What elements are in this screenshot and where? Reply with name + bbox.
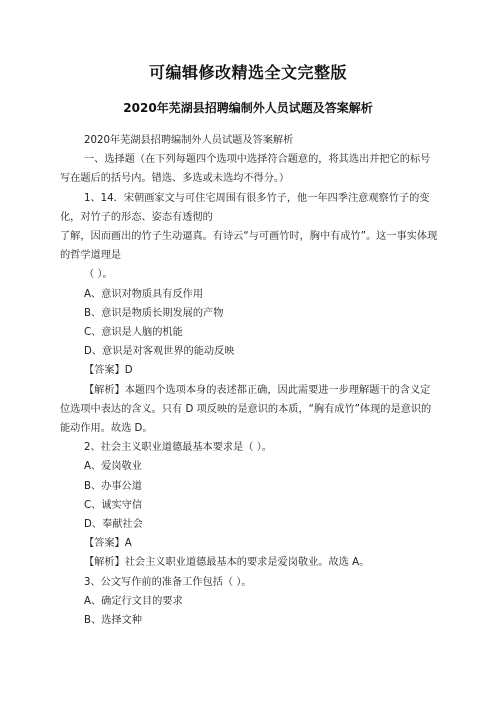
document-body	[60, 131, 438, 630]
question-3-option-a: A、确定行文目的要求	[84, 595, 183, 607]
question-1-option-d: D、意识是对客观世界的能动反映	[84, 346, 235, 358]
question-1-option-a: A、意识对物质具有反作用	[84, 288, 204, 300]
document-main-title: 可编辑修改精选全文完整版	[148, 63, 347, 82]
question-1-option-c: C、意识是人脑的机能	[84, 327, 183, 339]
question-2-option-b: B、办事公道	[84, 480, 142, 492]
question-2-stem: 2、社会主义职业道德最基本要求是（ ）。	[84, 442, 272, 454]
question-1-stem-cont: 了解，因而画出的竹子生动逼真。有诗云“与可画竹时，胸中有成竹”。这一事实体现的哲学道理是	[60, 231, 438, 262]
section-instruction: 一、选择题（在下列每题四个选项中选择符合题意的，将其选出并把它的标号写在题后的括号内。错选、多选或未选均不得分。）	[60, 154, 431, 185]
question-1-answer: 【答案】D	[84, 365, 133, 377]
question-1-option-b: B、意识是物质长期发展的产物	[84, 307, 224, 319]
document-sub-title: 2020年芜湖县招聘编制外人员试题及答案解析	[123, 101, 373, 115]
question-2-option-d: D、奉献社会	[84, 519, 143, 531]
intro-heading: 2020年芜湖县招聘编制外人员试题及答案解析	[84, 135, 294, 146]
question-1-blank: （ ）。	[84, 269, 113, 281]
question-2-answer: 【答案】A	[84, 538, 132, 550]
question-2-option-c: C、诚实守信	[84, 499, 143, 511]
question-1-stem: 1、14．宋朝画家文与可住宅周围有很多竹子，他一年四季注意观察竹子的变化，对竹子的形态、姿态有透彻的	[60, 192, 430, 223]
question-3-stem: 3、公文写作前的准备工作包括（ ）。	[84, 576, 252, 588]
question-2-option-a: A、爱岗敬业	[84, 461, 142, 473]
question-3-option-b: B、选择文种	[84, 615, 142, 627]
question-1-explanation: 【解析】本题四个选项本身的表述都正确，因此需要进一步理解题干的含义定位选项中表达的含义。只有 D 项反映的是意识的本质，“胸有成竹”体现的是意识的能动作用。故选 D。	[60, 384, 432, 435]
question-2-explanation: 【解析】社会主义职业道德最基本的要求是爱岗敬业。故选 A。	[84, 557, 370, 569]
